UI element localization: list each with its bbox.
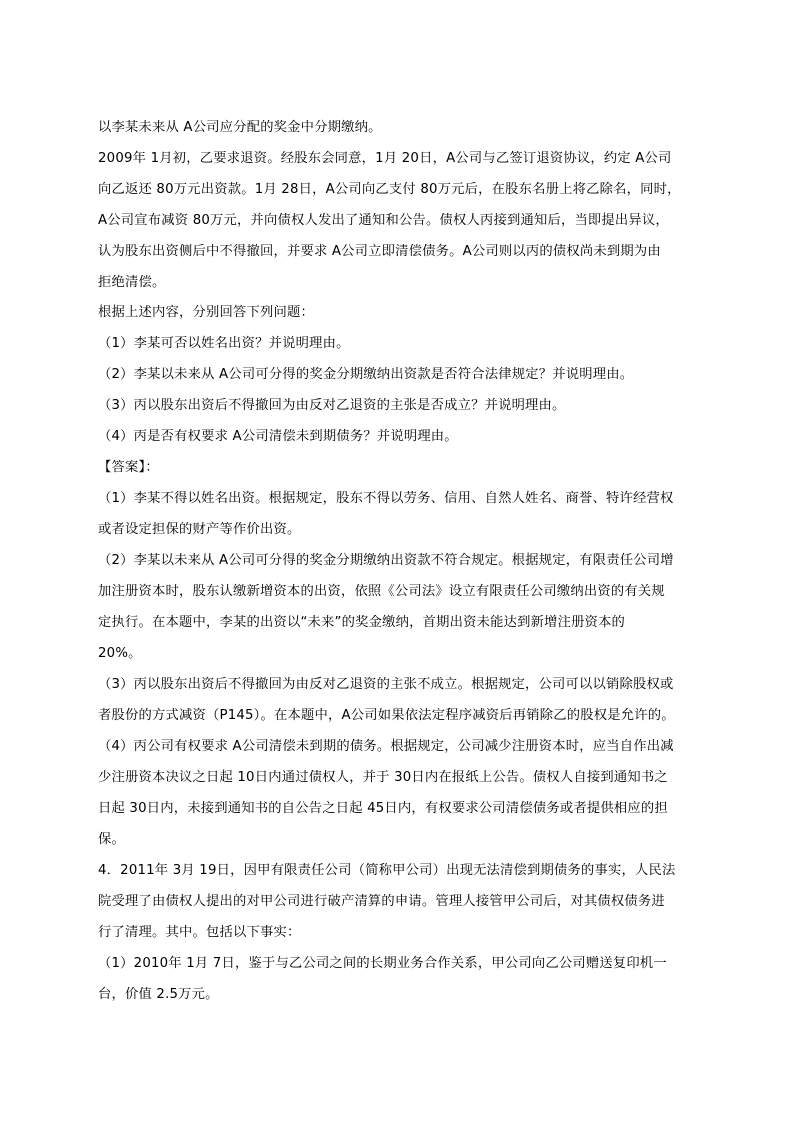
text-line: 认为股东出资侧后中不得撤回，并要求 A公司立即清偿债务。A公司则以丙的债权尚未到期为由	[98, 244, 661, 259]
answer-heading: 【答案】：	[98, 460, 159, 475]
question-4: （4）丙是否有权要求 A公司清偿未到期债务？并说明理由。	[98, 429, 458, 444]
text-line: 行了清理。其中。包括以下事实：	[98, 925, 301, 940]
text-line: 根据上述内容，分别回答下列问题：	[98, 305, 314, 320]
text-line: 拒绝清偿。	[98, 275, 166, 290]
text-line: 少注册资本决议之日起 10日内通过债权人，并于 30日内在报纸上公告。债权人自接到通知书之	[98, 770, 668, 785]
text-line: 者股份的方式减资（P145）。在本题中，A公司如果依法定程序减资后再销除乙的股权是允许的。	[98, 708, 675, 723]
question-1: （1）李某可否以姓名出资？并说明理由。	[98, 336, 350, 351]
answer-2: （2）李某以未来从 A公司可分得的奖金分期缴纳出资款不符合规定。根据规定，有限责任公司增	[98, 553, 674, 568]
text-line: 加注册资本时，股东认缴新增资本的出资，依照《公司法》设立有限责任公司缴纳出资的有关规	[98, 584, 665, 599]
text-line: 院受理了由债权人提出的对甲公司进行破产清算的申请。管理人接管甲公司后，对其债权债务进	[98, 894, 665, 909]
text-line: 20%。	[98, 646, 142, 661]
question-3: （3）丙以股东出资后不得撤回为由反对乙退资的主张是否成立？并说明理由。	[98, 398, 566, 413]
text-line: 或者设定担保的财产等作价出资。	[98, 522, 301, 537]
answer-4: （4）丙公司有权要求 A公司清偿未到期的债务。根据规定，公司减少注册资本时，应当自作出减	[98, 739, 674, 754]
question-2: （2）李某以未来从 A公司可分得的奖金分期缴纳出资款是否符合法律规定？并说明理由。	[98, 367, 634, 382]
text-line: 向乙返还 80万元出资款。1月 28日，A公司向乙支付 80万元后，在股东名册上将乙除名，同时，	[98, 182, 681, 197]
answer-3: （3）丙以股东出资后不得撤回为由反对乙退资的主张不成立。根据规定，公司可以以销除股权或	[98, 677, 674, 692]
text-line: 定执行。在本题中，李某的出资以“未来”的奖金缴纳，首期出资未能达到新增注册资本的	[98, 615, 626, 630]
text-line: 2009年 1月初，乙要求退资。经股东会同意，1月 20日，A公司与乙签订退资协议，约定 A公司	[98, 151, 672, 166]
text-line: 保。	[98, 832, 125, 847]
answer-1: （1）李某不得以姓名出资。根据规定，股东不得以劳务、信用、自然人姓名、商誉、特许经营权	[98, 491, 674, 506]
text-line: 台，价值 2.5万元。	[98, 987, 219, 1002]
case-4-intro: 4．2011年 3月 19日，因甲有限责任公司（简称甲公司）出现无法清偿到期债务的事实，人民法	[98, 863, 676, 878]
text-line: 以李某未来从 A公司应分配的奖金中分期缴纳。	[98, 120, 382, 135]
text-line: 日起 30日内，未接到通知书的自公告之日起 45日内，有权要求公司清偿债务或者提供相应的担	[98, 801, 668, 816]
fact-1: （1）2010年 1月 7日，鉴于与乙公司之间的长期业务合作关系，甲公司向乙公司赠送复印机一	[98, 956, 667, 971]
text-line: A公司宣布减资 80万元，并向债权人发出了通知和公告。债权人丙接到通知后，当即提出异议，	[98, 213, 669, 228]
